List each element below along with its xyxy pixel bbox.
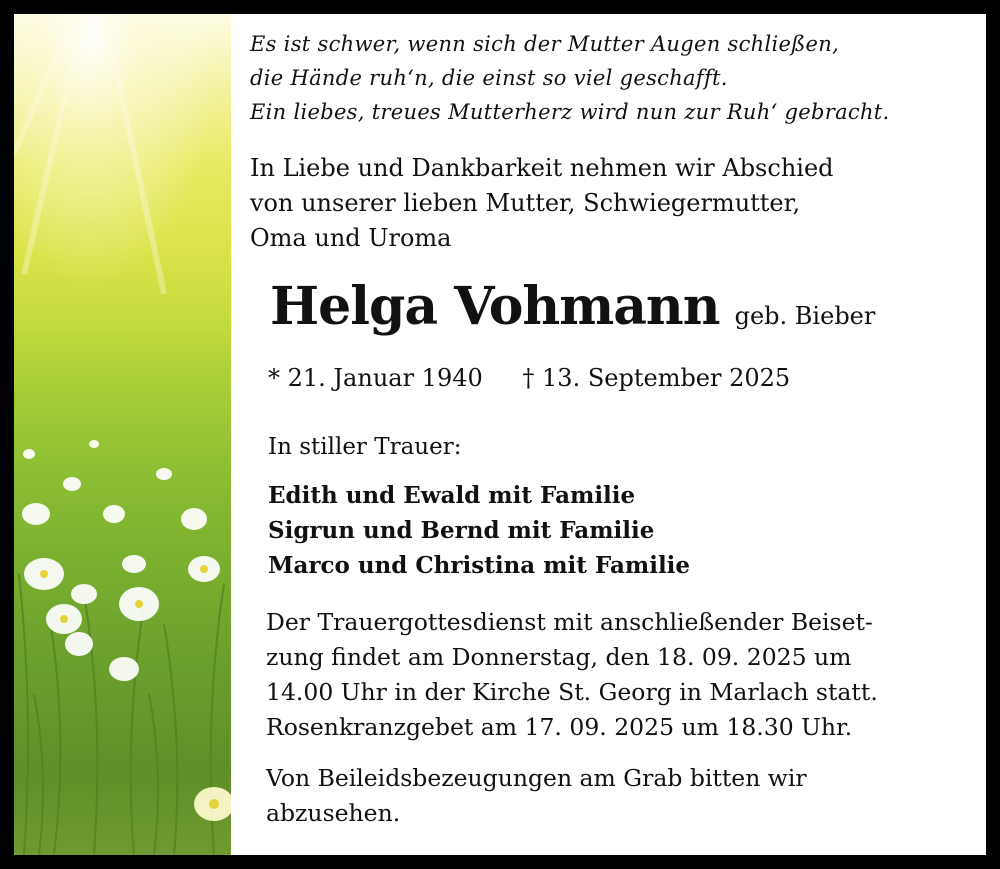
family-line: Sigrun und Bernd mit Familie <box>268 517 655 544</box>
family-line: Marco und Christina mit Familie <box>268 552 691 579</box>
dates-row <box>268 364 790 392</box>
verse-line: die Hände ruh‘n, die einst so viel geschafft. <box>250 66 728 90</box>
condolence-line: abzusehen. <box>266 799 401 827</box>
verse-line: Ein liebes, treues Mutterherz wird nun zur Ruh‘ gebracht. <box>250 100 890 124</box>
maiden-name: geb. Bieber <box>734 302 876 330</box>
service-line: Rosenkranzgebet am 17. 09. 2025 um 18.30 Uhr. <box>266 713 853 741</box>
deceased-name: Helga Vohmann <box>270 276 720 337</box>
name-row <box>270 276 875 337</box>
condolence-line: Von Beileidsbezeugungen am Grab bitten wir <box>266 764 807 792</box>
meadow-illustration <box>14 14 231 855</box>
death-date: † 13. September 2025 <box>522 364 791 392</box>
obituary-card <box>14 14 986 855</box>
birth-date: * 21. Januar 1940 <box>268 364 483 392</box>
intro-line: von unserer lieben Mutter, Schwiegermutter, <box>250 189 801 217</box>
obituary-text <box>250 14 980 855</box>
family-line: Edith und Ewald mit Familie <box>268 482 636 509</box>
mourning-label: In stiller Trauer: <box>268 434 462 460</box>
service-line: Der Trauergottesdienst mit anschließender Beiset- <box>266 608 873 636</box>
service-line: 14.00 Uhr in der Kirche St. Georg in Marlach statt. <box>266 678 878 706</box>
service-line: zung findet am Donnerstag, den 18. 09. 2025 um <box>266 643 852 671</box>
verse-line: Es ist schwer, wenn sich der Mutter Augen schließen, <box>250 32 840 56</box>
intro-line: Oma und Uroma <box>250 224 452 252</box>
intro-line: In Liebe und Dankbarkeit nehmen wir Abschied <box>250 154 834 182</box>
meadow-flowers-image <box>14 14 231 855</box>
